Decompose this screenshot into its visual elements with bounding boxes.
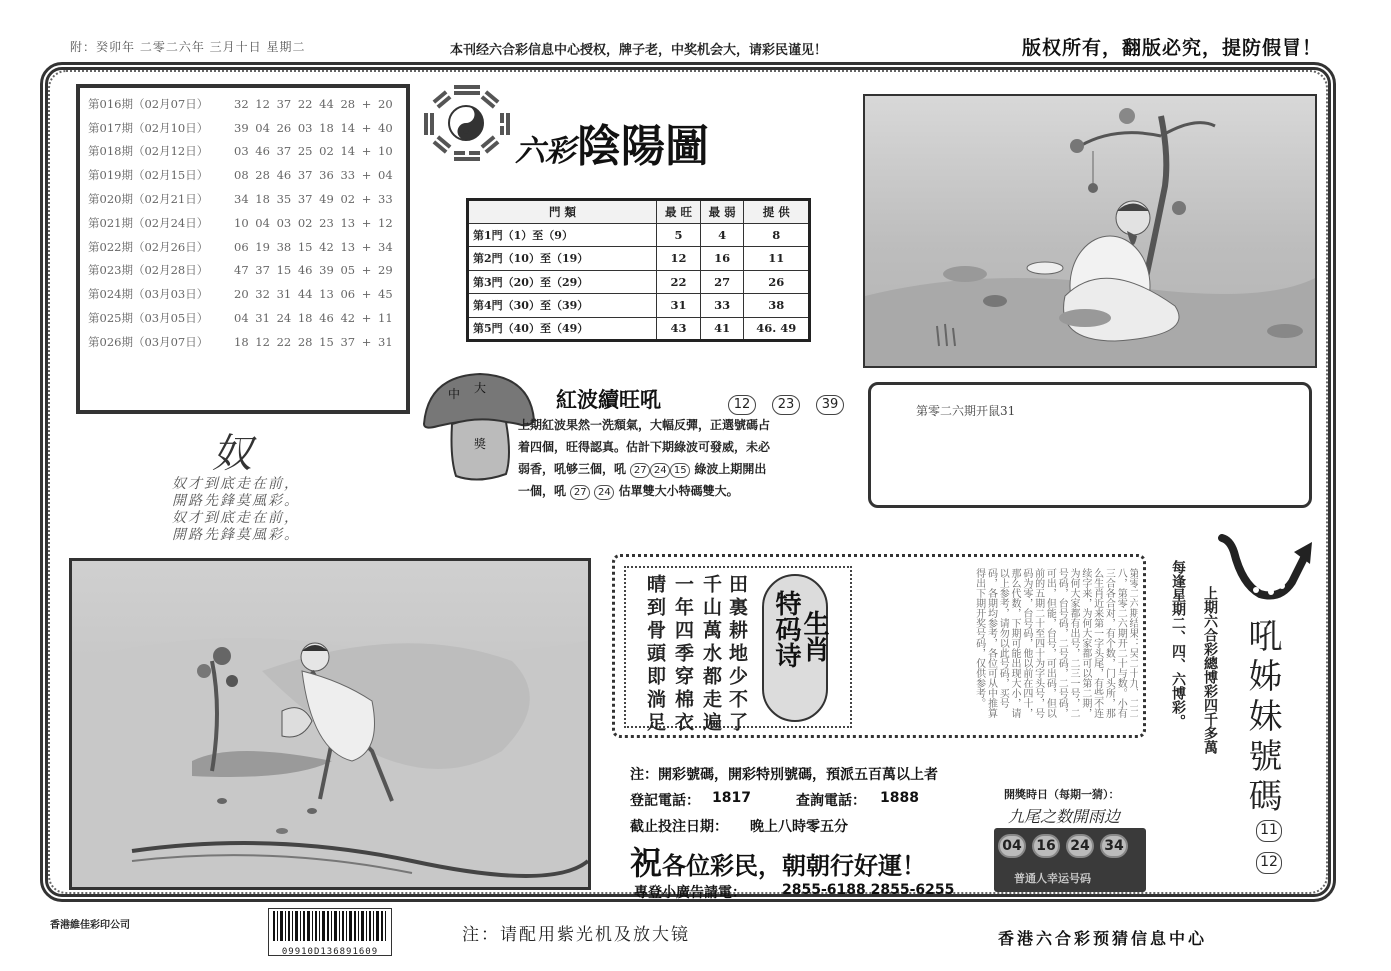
poem-line: 開路先鋒莫風彩。 — [172, 527, 300, 543]
page-title — [515, 110, 709, 174]
desc-text: 弱香，吼够三個，吼 — [518, 462, 627, 476]
lucky-caption: 開獎時日（每期一猜）： — [1004, 788, 1120, 801]
door-header: 最 旺 — [657, 200, 701, 224]
history-numbers: 06 19 38 15 42 13 + 34 — [234, 239, 393, 254]
red-wave-title: 紅波續旺吼 — [556, 388, 661, 412]
deadline-value: 晚上八時零五分 — [750, 819, 848, 835]
history-numbers: 08 28 46 37 36 33 + 04 — [234, 168, 393, 183]
history-numbers: 34 18 35 37 49 02 + 33 — [234, 192, 393, 207]
note-text: 第零二六期开鼠31 — [916, 404, 1016, 418]
door-header-row — [468, 200, 810, 224]
small-ball: 27 — [570, 485, 590, 500]
history-period: 第024期（03月03日） — [88, 287, 209, 302]
small-ball: 27 — [630, 463, 650, 478]
history-numbers: 10 04 03 02 23 13 + 12 — [234, 215, 393, 230]
bless-text: 各位彩民，朝朝行好運！ — [662, 852, 927, 880]
door-cell: 第1門（1）至（9） — [468, 223, 657, 247]
door-cell: 11 — [744, 247, 810, 271]
door-header: 最 弱 — [700, 200, 744, 224]
history-row — [88, 187, 398, 211]
lucky-ball: 24 — [1066, 834, 1094, 858]
door-cell: 16 — [700, 247, 744, 271]
history-numbers: 32 12 37 22 44 28 + 20 — [234, 96, 393, 111]
door-row — [468, 317, 810, 341]
door-cell: 27 — [700, 270, 744, 294]
poem-column: 一年四季穿棉衣 — [672, 574, 694, 735]
small-ball: 15 — [670, 463, 690, 478]
poem-column: 千山萬水都走遍 — [700, 574, 722, 735]
sister-numbers-title: 吼姊妹號碼 — [1242, 618, 1282, 818]
desc-line: 上期紅波果然一洗頹氣，大幅反彈，正選號碼占 — [518, 418, 771, 432]
history-row — [88, 140, 398, 164]
door-cell: 第5門（40）至（49） — [468, 317, 657, 341]
saxophone-icon — [1216, 534, 1312, 606]
door-cell: 22 — [657, 270, 701, 294]
poem-line: 奴才到底走在前， — [172, 476, 300, 492]
lucky-ball: 34 — [1100, 834, 1128, 858]
auth-line: 本刊经六合彩信息中心授权，牌子老，中奖机会大，请彩民谨见！ — [450, 43, 828, 58]
slave-character: 奴 — [212, 431, 252, 477]
lucky-ball: 04 — [998, 834, 1026, 858]
copyright-line: 版权所有，翻版必究，提防假冒！ — [1022, 37, 1323, 59]
door-cell: 第4門（30）至（39） — [468, 294, 657, 318]
history-period: 第026期（03月07日） — [88, 334, 209, 349]
poem-column: 晴到骨頭即淌足 — [644, 574, 666, 735]
door-cell: 4 — [700, 223, 744, 247]
small-ball: 24 — [594, 485, 614, 500]
history-row — [88, 282, 398, 306]
history-row — [88, 92, 398, 116]
prize-notice: 注：開彩號碼，開彩特別號碼，預派五百萬以上者 — [630, 767, 938, 783]
number-ball: 23 — [772, 395, 800, 415]
door-cell: 38 — [744, 294, 810, 318]
desc-line — [518, 458, 862, 480]
history-period: 第018期（02月12日） — [88, 144, 209, 159]
register-phone: 1817 — [712, 790, 751, 806]
desc-line: 着四個，旺得認真。估計下期綠波可發威，未必 — [518, 440, 771, 454]
door-row — [468, 247, 810, 271]
history-table — [76, 84, 410, 414]
number-ball: 11 — [1256, 820, 1282, 842]
history-period: 第017期（02月10日） — [88, 120, 209, 135]
analysis-text: 第零二六期结果：吴二十九、二二八，第零二六期开二十与数。小有三合各合对，有个数，门头所，那么生肖近来第一字头尾，有些不连续字来，为何大家都可以第二期，为何大家都有出号，二三一号，二号码，台号码，二号码，二号码，可出，但能，台号，可出码，但以前的五期二十至四十为字头号，号码为零，台号码，他以前在四十，那么代数，下期可能出现大小，请以上参考，请勿以此号码，买号码，各期均参考，各位可从中推算得出下期开奖号码，仅供参考。 — [973, 568, 1138, 718]
history-row — [88, 235, 398, 259]
bagua-yinyang-icon — [418, 83, 514, 163]
date-line: 附：癸卯年 二零二六年 三月十日 星期二 — [70, 40, 306, 54]
printer-name: 香港維佳彩印公司 — [50, 920, 130, 931]
history-period: 第021期（02月24日） — [88, 215, 209, 230]
herder-painting — [69, 558, 591, 890]
small-ball: 24 — [650, 463, 670, 478]
number-ball: 39 — [816, 395, 844, 415]
note-box — [868, 382, 1312, 508]
door-row — [468, 223, 810, 247]
barcode-icon — [269, 909, 391, 943]
special-code-text: 特码诗 — [771, 590, 801, 668]
history-numbers: 03 46 37 25 02 14 + 10 — [234, 144, 393, 159]
history-period: 第019期（02月15日） — [88, 168, 209, 183]
poem-line: 奴才到底走在前， — [172, 510, 300, 526]
lucky-balls — [998, 834, 1128, 858]
scholar-painting — [863, 94, 1317, 368]
door-cell: 43 — [657, 317, 701, 341]
door-cell: 26 — [744, 270, 810, 294]
history-period: 第023期（02月28日） — [88, 263, 209, 278]
ads-label: 專登小廣告請電： — [634, 885, 746, 901]
blessing-line — [630, 838, 926, 884]
poem-column: 田裏耕地少不了 — [726, 574, 748, 735]
title-small: 六彩 — [515, 134, 575, 169]
desc-line — [518, 480, 862, 502]
history-row — [88, 259, 398, 283]
door-header: 提 供 — [744, 200, 810, 224]
mushroom-char: 大 — [474, 381, 487, 395]
door-cell: 46. 49 — [744, 317, 810, 341]
history-numbers: 20 32 31 44 13 06 + 45 — [234, 287, 393, 302]
slave-poem — [172, 476, 300, 544]
door-cell: 41 — [700, 317, 744, 341]
uv-note: 注：请配用紫光机及放大镜 — [462, 925, 690, 945]
door-table — [466, 198, 811, 342]
door-cell: 12 — [657, 247, 701, 271]
history-numbers: 39 04 26 03 18 14 + 40 — [234, 120, 393, 135]
history-numbers: 04 31 24 18 46 42 + 11 — [234, 311, 393, 326]
door-cell: 5 — [657, 223, 701, 247]
door-row — [468, 270, 810, 294]
mushroom-char: 獎 — [474, 437, 487, 451]
poem-line: 開路先鋒莫風彩。 — [172, 493, 300, 509]
door-row — [468, 294, 810, 318]
zodiac-text: 生肖 — [799, 610, 829, 662]
desc-text: 綠波上期開出 — [694, 462, 767, 476]
register-label: 登記電話： — [630, 793, 700, 809]
inquiry-label: 查詢電話： — [796, 793, 866, 809]
door-cell: 33 — [700, 294, 744, 318]
history-row — [88, 116, 398, 140]
door-cell: 第2門（10）至（19） — [468, 247, 657, 271]
history-row — [88, 330, 398, 354]
desc-text: 估單雙大小特碼雙大。 — [618, 484, 739, 498]
door-cell: 31 — [657, 294, 701, 318]
red-wave-balls — [728, 395, 844, 415]
barcode — [268, 908, 392, 956]
history-period: 第020期（02月21日） — [88, 192, 209, 207]
number-ball: 12 — [1256, 852, 1282, 874]
history-row — [88, 306, 398, 330]
info-center-name: 香港六合彩预猜信息中心 — [998, 929, 1208, 948]
weekly-note: 每逢星期二、四、六博彩。 — [1170, 560, 1186, 728]
door-cell: 8 — [744, 223, 810, 247]
history-row — [88, 211, 398, 235]
deadline-label: 截止投注日期： — [630, 819, 728, 835]
lucky-title: 九尾之数開雨边 — [1008, 807, 1121, 826]
history-period: 第022期（02月26日） — [88, 239, 209, 254]
lucky-ball: 16 — [1032, 834, 1060, 858]
desc-text: 一個，吼 — [518, 484, 567, 498]
mushroom-char: 中 — [448, 387, 461, 401]
history-numbers: 18 12 22 28 15 37 + 31 — [234, 334, 393, 349]
bless-big-char: 祝 — [630, 844, 663, 882]
history-period: 第016期（02月07日） — [88, 96, 209, 111]
scholar-illustration — [865, 96, 1317, 368]
history-numbers: 47 37 15 46 39 05 + 29 — [234, 263, 393, 278]
number-ball: 12 — [728, 395, 756, 415]
lucky-footer: 普通人幸运号码 — [1014, 872, 1091, 885]
title-main: 陰陽圖 — [577, 121, 709, 172]
total-bet-note: 上期六合彩總博彩四千多萬 — [1202, 586, 1218, 754]
herder-illustration — [72, 561, 588, 887]
door-cell: 第3門（20）至（29） — [468, 270, 657, 294]
ads-phones: 2855-6188 2855-6255 — [782, 882, 955, 898]
red-wave-description — [518, 414, 862, 502]
history-period: 第025期（03月05日） — [88, 311, 209, 326]
history-row — [88, 163, 398, 187]
door-header: 門 類 — [468, 200, 657, 224]
inquiry-phone: 1888 — [880, 790, 919, 806]
barcode-number: 09910D136891609 — [281, 947, 379, 957]
